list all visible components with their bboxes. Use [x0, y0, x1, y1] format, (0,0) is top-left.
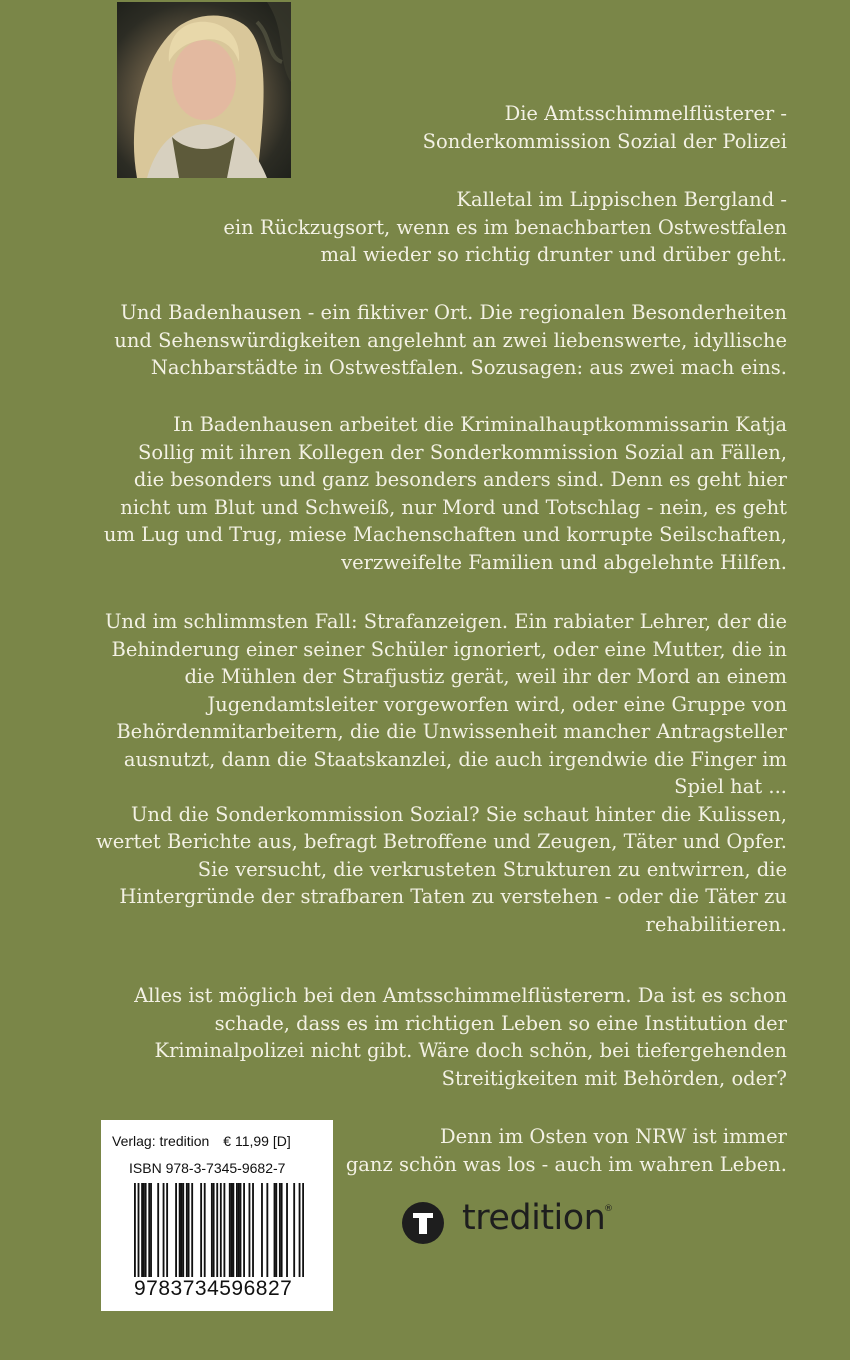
barcode-bar — [279, 1183, 281, 1277]
blurb-line: ein Rückzugsort, wenn es im benachbarten Ostwestfalen — [223, 215, 787, 239]
registered-mark: ® — [604, 1204, 613, 1214]
barcode-bar — [200, 1183, 202, 1277]
barcode-bar — [302, 1183, 304, 1277]
barcode-bar — [281, 1183, 283, 1277]
blurb-line: rehabilitieren. — [645, 912, 787, 936]
tredition-logo-icon — [402, 1202, 444, 1244]
barcode-bar — [163, 1183, 165, 1277]
blurb-line: Kalletal im Lippischen Bergland - — [456, 188, 787, 211]
barcode-bar — [249, 1183, 251, 1277]
blurb-line: Spiel hat ... — [674, 775, 787, 798]
barcode-bar — [299, 1183, 301, 1277]
blurb-paragraph — [96, 608, 787, 938]
blurb-line: Behinderung einer seiner Schüler ignoriert, oder eine Mutter, die in — [111, 637, 787, 661]
barcode-bar — [181, 1183, 183, 1277]
barcode-bar — [243, 1183, 245, 1277]
blurb-line: Sollig mit ihren Kollegen der Sonderkommission Sozial an Fällen, — [138, 440, 787, 464]
blurb-line: Alles ist möglich bei den Amtsschimmelflüsterern. Da ist es schon — [134, 984, 787, 1007]
blurb-line: und Sehenswürdigkeiten angelehnt an zwei liebenswerte, idyllische — [114, 328, 787, 352]
barcode-bar — [213, 1183, 215, 1277]
blurb-line: die Mühlen der Strafjustiz gerät, weil ihr der Mord an einem — [184, 665, 787, 688]
barcode-bar — [211, 1183, 213, 1277]
barcode-bar — [231, 1183, 233, 1277]
barcode-bar — [261, 1183, 263, 1277]
blurb-line: Behördenmitarbeitern, die die Unwissenheit mancher Antragsteller — [116, 720, 787, 743]
blurb-line: Denn im Osten von NRW ist immer — [440, 1125, 787, 1148]
isbn: ISBN 978-3-7345-9682-7 — [129, 1160, 286, 1176]
blurb-paragraph — [223, 186, 787, 269]
logo-text: tredition — [462, 1198, 606, 1238]
blurb-line: In Badenhausen arbeitet die Kriminalhauptkommissarin Katja — [173, 413, 787, 436]
barcode-bar — [138, 1183, 140, 1277]
blurb-line: um Lug und Trug, miese Machenschaften und korrupte Seilschaften, — [103, 523, 787, 546]
barcode-bar — [220, 1183, 222, 1277]
barcode-bar — [188, 1183, 190, 1277]
barcode-bar — [286, 1183, 288, 1277]
blurb-line: verzweifelte Familien und abgelehnte Hilfen. — [341, 550, 787, 574]
blurb-line: Und im schlimmsten Fall: Strafanzeigen. Ein rabiater Lehrer, der die — [104, 610, 787, 633]
barcode-bar — [166, 1183, 168, 1277]
barcode-bar — [204, 1183, 206, 1277]
blurb-closing — [346, 1123, 787, 1178]
barcode-bars — [134, 1183, 304, 1277]
barcode-bar — [145, 1183, 147, 1277]
author-photo — [117, 2, 291, 178]
price: € 11,99 [D] — [223, 1133, 291, 1149]
blurb-line: Die Amtsschimmelflüsterer - — [504, 102, 787, 125]
blurb-title — [423, 100, 787, 155]
barcode-bar — [143, 1183, 145, 1277]
barcode-bar — [191, 1183, 193, 1277]
barcode-bar — [229, 1183, 231, 1277]
blurb-line: Sie versucht, die verkrusteten Strukturen zu entwirren, die — [197, 857, 787, 881]
blurb-line: mal wieder so richtig drunter und drüber geht. — [320, 243, 787, 266]
barcode-bar — [141, 1183, 143, 1277]
blurb-paragraph — [134, 982, 787, 1092]
blurb-paragraph — [114, 299, 787, 382]
publisher-price-line — [112, 1133, 291, 1149]
barcode-bar — [252, 1183, 254, 1277]
barcode-bar — [293, 1183, 295, 1277]
blurb-line: Jugendamtsleiter vorgeworfen wird, oder eine Gruppe von — [207, 692, 787, 716]
blurb-line: Hintergründe der strafbaren Taten zu verstehen - oder die Täter zu — [119, 885, 787, 908]
blurb-line: Und Badenhausen - ein fiktiver Ort. Die regionalen Besonderheiten — [120, 301, 787, 324]
barcode-bar — [186, 1183, 188, 1277]
blurb-line: schade, dass es im richtigen Leben so eine Institution der — [214, 1011, 787, 1035]
barcode-bar — [175, 1183, 177, 1277]
barcode-bar — [182, 1183, 184, 1277]
barcode-bar — [238, 1183, 240, 1277]
blurb-paragraph — [104, 411, 787, 576]
barcode-bar — [236, 1183, 238, 1277]
blurb-line: Sonderkommission Sozial der Polizei — [422, 129, 787, 153]
barcode-bar — [134, 1183, 136, 1277]
barcode-bar — [232, 1183, 234, 1277]
barcode-bar — [148, 1183, 150, 1277]
barcode-bar — [216, 1183, 218, 1277]
barcode-bar — [150, 1183, 152, 1277]
barcode-bar — [179, 1183, 181, 1277]
blurb-line: ganz schön was los - auch im wahren Leben. — [345, 1152, 787, 1176]
blurb-line: ausnutzt, dann die Staatskanzlei, die auch irgendwie die Finger im — [123, 747, 787, 771]
ean-digits: 9783734596827 — [134, 1277, 293, 1300]
blurb-line: Kriminalpolizei nicht gibt. Wäre doch schön, bei tiefergehenden — [154, 1039, 787, 1062]
blurb-line: wertet Berichte aus, befragt Betroffene und Zeugen, Täter und Opfer. — [96, 830, 787, 853]
blurb-line: Nachbarstädte in Ostwestfalen. Sozusagen: aus zwei mach eins. — [150, 356, 787, 379]
blurb-line: Und die Sonderkommission Sozial? Sie schaut hinter die Kulissen, — [130, 802, 787, 826]
publisher-name: Verlag: tredition — [112, 1133, 210, 1149]
barcode-bar — [266, 1183, 268, 1277]
barcode-label — [101, 1120, 333, 1311]
blurb-line: nicht um Blut und Schweiß, nur Mord und Totschlag - nein, es geht — [120, 495, 787, 519]
barcode-bar — [274, 1183, 276, 1277]
blurb-line: die besonders und ganz besonders anders sind. Denn es geht hier — [133, 468, 787, 491]
blurb-line: Streitigkeiten mit Behörden, oder? — [441, 1066, 787, 1090]
tredition-logo — [402, 1200, 642, 1248]
barcode-bar — [275, 1183, 277, 1277]
barcode-bar — [157, 1183, 159, 1277]
barcode-bar — [223, 1183, 225, 1277]
barcode-bar — [240, 1183, 242, 1277]
